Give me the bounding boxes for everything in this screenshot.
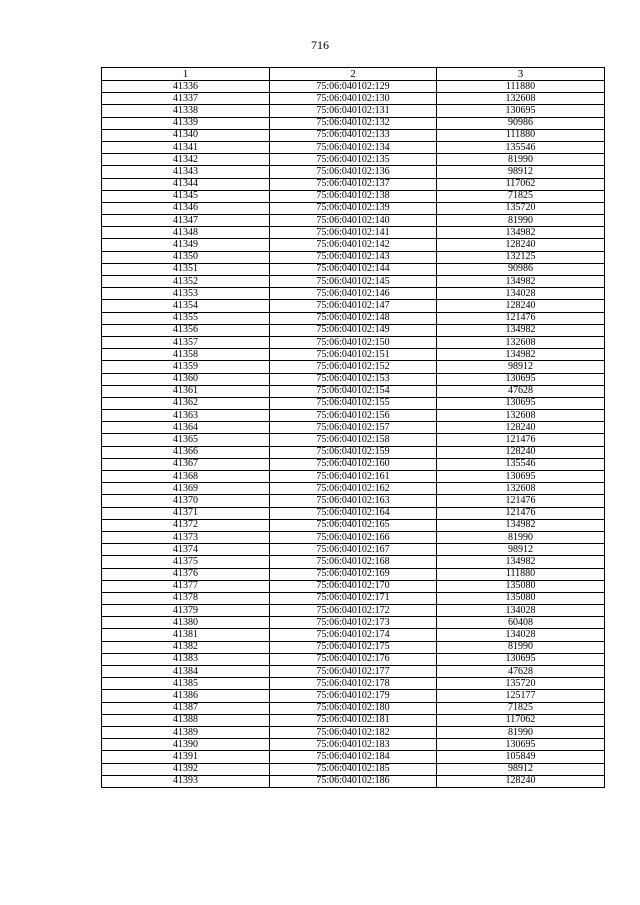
table-row <box>102 544 605 556</box>
table-row <box>102 592 605 604</box>
cadastral-number-cell: 75:06:040102:154 <box>270 385 437 397</box>
table-row <box>102 568 605 580</box>
table-row <box>102 105 605 117</box>
value-cell: 134982 <box>437 349 605 361</box>
row-number-cell: 41368 <box>102 471 270 483</box>
row-number-cell: 41338 <box>102 105 270 117</box>
row-number-cell: 41391 <box>102 751 270 763</box>
table-row <box>102 580 605 592</box>
value-cell: 132608 <box>437 93 605 105</box>
table-row <box>102 361 605 373</box>
value-cell: 98912 <box>437 166 605 178</box>
value-cell: 90986 <box>437 117 605 129</box>
row-number-cell: 41360 <box>102 373 270 385</box>
value-cell: 132608 <box>437 410 605 422</box>
table-row <box>102 166 605 178</box>
row-number-cell: 41392 <box>102 763 270 775</box>
table-row <box>102 531 605 543</box>
table-row <box>102 300 605 312</box>
cadastral-number-cell: 75:06:040102:153 <box>270 373 437 385</box>
row-number-cell: 41380 <box>102 617 270 629</box>
row-number-cell: 41369 <box>102 483 270 495</box>
row-number-cell: 41386 <box>102 690 270 702</box>
row-number-cell: 41387 <box>102 702 270 714</box>
value-cell: 135720 <box>437 678 605 690</box>
row-number-cell: 41375 <box>102 556 270 568</box>
cadastral-number-cell: 75:06:040102:169 <box>270 568 437 580</box>
value-cell: 81990 <box>437 641 605 653</box>
cadastral-number-cell: 75:06:040102:158 <box>270 434 437 446</box>
value-cell: 81990 <box>437 726 605 738</box>
value-cell: 105849 <box>437 751 605 763</box>
value-cell: 128240 <box>437 300 605 312</box>
row-number-cell: 41342 <box>102 154 270 166</box>
row-number-cell: 41385 <box>102 678 270 690</box>
table-row <box>102 178 605 190</box>
cadastral-number-cell: 75:06:040102:176 <box>270 653 437 665</box>
cadastral-number-cell: 75:06:040102:130 <box>270 93 437 105</box>
cadastral-number-cell: 75:06:040102:170 <box>270 580 437 592</box>
column-header-3: 3 <box>437 68 605 81</box>
cadastral-number-cell: 75:06:040102:164 <box>270 507 437 519</box>
table-row <box>102 471 605 483</box>
row-number-cell: 41362 <box>102 397 270 409</box>
value-cell: 90986 <box>437 263 605 275</box>
row-number-cell: 41346 <box>102 202 270 214</box>
value-cell: 134982 <box>437 276 605 288</box>
cadastral-number-cell: 75:06:040102:136 <box>270 166 437 178</box>
row-number-cell: 41367 <box>102 458 270 470</box>
row-number-cell: 41352 <box>102 276 270 288</box>
row-number-cell: 41339 <box>102 117 270 129</box>
cadastral-number-cell: 75:06:040102:155 <box>270 397 437 409</box>
table-row <box>102 641 605 653</box>
value-cell: 71825 <box>437 702 605 714</box>
table-body <box>102 81 605 788</box>
value-cell: 132125 <box>437 251 605 263</box>
table-row <box>102 215 605 227</box>
table-row <box>102 739 605 751</box>
cadastral-number-cell: 75:06:040102:160 <box>270 458 437 470</box>
cadastral-number-cell: 75:06:040102:135 <box>270 154 437 166</box>
row-number-cell: 41353 <box>102 288 270 300</box>
value-cell: 135546 <box>437 458 605 470</box>
value-cell: 121476 <box>437 312 605 324</box>
cadastral-number-cell: 75:06:040102:173 <box>270 617 437 629</box>
column-header-1: 1 <box>102 68 270 81</box>
row-number-cell: 41390 <box>102 739 270 751</box>
value-cell: 128240 <box>437 775 605 787</box>
value-cell: 134982 <box>437 227 605 239</box>
cadastral-number-cell: 75:06:040102:143 <box>270 251 437 263</box>
cadastral-number-cell: 75:06:040102:156 <box>270 410 437 422</box>
table-row <box>102 702 605 714</box>
value-cell: 98912 <box>437 763 605 775</box>
value-cell: 47628 <box>437 385 605 397</box>
value-cell: 121476 <box>437 507 605 519</box>
cadastral-number-cell: 75:06:040102:181 <box>270 714 437 726</box>
cadastral-number-cell: 75:06:040102:165 <box>270 519 437 531</box>
row-number-cell: 41336 <box>102 81 270 93</box>
row-number-cell: 41344 <box>102 178 270 190</box>
value-cell: 134028 <box>437 629 605 641</box>
row-number-cell: 41363 <box>102 410 270 422</box>
cadastral-number-cell: 75:06:040102:166 <box>270 531 437 543</box>
row-number-cell: 41347 <box>102 215 270 227</box>
table-row <box>102 373 605 385</box>
value-cell: 47628 <box>437 666 605 678</box>
value-cell: 134982 <box>437 556 605 568</box>
value-cell: 81990 <box>437 215 605 227</box>
cadastral-number-cell: 75:06:040102:142 <box>270 239 437 251</box>
table-row <box>102 288 605 300</box>
value-cell: 81990 <box>437 154 605 166</box>
row-number-cell: 41351 <box>102 263 270 275</box>
row-number-cell: 41365 <box>102 434 270 446</box>
cadastral-number-cell: 75:06:040102:137 <box>270 178 437 190</box>
table-row <box>102 666 605 678</box>
cadastral-number-cell: 75:06:040102:144 <box>270 263 437 275</box>
table-row <box>102 324 605 336</box>
table-row <box>102 190 605 202</box>
data-table <box>101 67 605 788</box>
cadastral-number-cell: 75:06:040102:167 <box>270 544 437 556</box>
table-row <box>102 519 605 531</box>
value-cell: 71825 <box>437 190 605 202</box>
table-row <box>102 312 605 324</box>
cadastral-number-cell: 75:06:040102:139 <box>270 202 437 214</box>
table-row <box>102 653 605 665</box>
cadastral-number-cell: 75:06:040102:161 <box>270 471 437 483</box>
cadastral-number-cell: 75:06:040102:140 <box>270 215 437 227</box>
cadastral-number-cell: 75:06:040102:141 <box>270 227 437 239</box>
row-number-cell: 41355 <box>102 312 270 324</box>
table-row <box>102 775 605 787</box>
table-row <box>102 422 605 434</box>
cadastral-number-cell: 75:06:040102:186 <box>270 775 437 787</box>
row-number-cell: 41373 <box>102 531 270 543</box>
row-number-cell: 41382 <box>102 641 270 653</box>
row-number-cell: 41350 <box>102 251 270 263</box>
table-row <box>102 385 605 397</box>
value-cell: 130695 <box>437 653 605 665</box>
value-cell: 117062 <box>437 178 605 190</box>
value-cell: 135720 <box>437 202 605 214</box>
table-row <box>102 141 605 153</box>
cadastral-number-cell: 75:06:040102:152 <box>270 361 437 373</box>
cadastral-number-cell: 75:06:040102:147 <box>270 300 437 312</box>
cadastral-number-cell: 75:06:040102:148 <box>270 312 437 324</box>
table-row <box>102 507 605 519</box>
row-number-cell: 41337 <box>102 93 270 105</box>
cadastral-number-cell: 75:06:040102:184 <box>270 751 437 763</box>
row-number-cell: 41388 <box>102 714 270 726</box>
value-cell: 98912 <box>437 361 605 373</box>
cadastral-number-cell: 75:06:040102:133 <box>270 129 437 141</box>
table-row <box>102 434 605 446</box>
table-row <box>102 93 605 105</box>
table-row <box>102 276 605 288</box>
table-row <box>102 129 605 141</box>
table-row <box>102 251 605 263</box>
row-number-cell: 41357 <box>102 336 270 348</box>
row-number-cell: 41341 <box>102 141 270 153</box>
row-number-cell: 41345 <box>102 190 270 202</box>
value-cell: 81990 <box>437 531 605 543</box>
row-number-cell: 41371 <box>102 507 270 519</box>
value-cell: 128240 <box>437 422 605 434</box>
row-number-cell: 41377 <box>102 580 270 592</box>
header-row <box>102 68 605 81</box>
cadastral-number-cell: 75:06:040102:132 <box>270 117 437 129</box>
row-number-cell: 41364 <box>102 422 270 434</box>
value-cell: 125177 <box>437 690 605 702</box>
table-header <box>102 68 605 81</box>
cadastral-number-cell: 75:06:040102:177 <box>270 666 437 678</box>
cadastral-number-cell: 75:06:040102:134 <box>270 141 437 153</box>
row-number-cell: 41389 <box>102 726 270 738</box>
value-cell: 132608 <box>437 336 605 348</box>
cadastral-number-cell: 75:06:040102:179 <box>270 690 437 702</box>
value-cell: 130695 <box>437 471 605 483</box>
value-cell: 128240 <box>437 446 605 458</box>
cadastral-number-cell: 75:06:040102:180 <box>270 702 437 714</box>
value-cell: 130695 <box>437 373 605 385</box>
row-number-cell: 41378 <box>102 592 270 604</box>
cadastral-number-cell: 75:06:040102:172 <box>270 605 437 617</box>
cadastral-number-cell: 75:06:040102:182 <box>270 726 437 738</box>
cadastral-number-cell: 75:06:040102:145 <box>270 276 437 288</box>
row-number-cell: 41366 <box>102 446 270 458</box>
row-number-cell: 41348 <box>102 227 270 239</box>
cadastral-number-cell: 75:06:040102:151 <box>270 349 437 361</box>
row-number-cell: 41376 <box>102 568 270 580</box>
page-number: 716 <box>311 38 329 52</box>
table-row <box>102 763 605 775</box>
cadastral-number-cell: 75:06:040102:138 <box>270 190 437 202</box>
cadastral-number-cell: 75:06:040102:162 <box>270 483 437 495</box>
row-number-cell: 41356 <box>102 324 270 336</box>
cadastral-number-cell: 75:06:040102:175 <box>270 641 437 653</box>
value-cell: 134982 <box>437 324 605 336</box>
table-row <box>102 751 605 763</box>
value-cell: 121476 <box>437 495 605 507</box>
table-row <box>102 458 605 470</box>
row-number-cell: 41393 <box>102 775 270 787</box>
cadastral-number-cell: 75:06:040102:168 <box>270 556 437 568</box>
row-number-cell: 41374 <box>102 544 270 556</box>
row-number-cell: 41372 <box>102 519 270 531</box>
table-row <box>102 263 605 275</box>
cadastral-number-cell: 75:06:040102:149 <box>270 324 437 336</box>
row-number-cell: 41361 <box>102 385 270 397</box>
cadastral-number-cell: 75:06:040102:146 <box>270 288 437 300</box>
value-cell: 130695 <box>437 105 605 117</box>
table-row <box>102 556 605 568</box>
cadastral-number-cell: 75:06:040102:157 <box>270 422 437 434</box>
cadastral-number-cell: 75:06:040102:129 <box>270 81 437 93</box>
table-row <box>102 336 605 348</box>
row-number-cell: 41354 <box>102 300 270 312</box>
value-cell: 134028 <box>437 605 605 617</box>
row-number-cell: 41370 <box>102 495 270 507</box>
table-row <box>102 629 605 641</box>
cadastral-number-cell: 75:06:040102:174 <box>270 629 437 641</box>
table-row <box>102 227 605 239</box>
table-row <box>102 483 605 495</box>
table-row <box>102 239 605 251</box>
cadastral-number-cell: 75:06:040102:131 <box>270 105 437 117</box>
cadastral-number-cell: 75:06:040102:163 <box>270 495 437 507</box>
row-number-cell: 41343 <box>102 166 270 178</box>
cadastral-number-cell: 75:06:040102:150 <box>270 336 437 348</box>
value-cell: 135080 <box>437 580 605 592</box>
table-row <box>102 81 605 93</box>
column-header-2: 2 <box>270 68 437 81</box>
row-number-cell: 41349 <box>102 239 270 251</box>
value-cell: 60408 <box>437 617 605 629</box>
value-cell: 130695 <box>437 739 605 751</box>
table-row <box>102 617 605 629</box>
table-row <box>102 605 605 617</box>
row-number-cell: 41384 <box>102 666 270 678</box>
row-number-cell: 41340 <box>102 129 270 141</box>
row-number-cell: 41359 <box>102 361 270 373</box>
cadastral-number-cell: 75:06:040102:171 <box>270 592 437 604</box>
value-cell: 134982 <box>437 519 605 531</box>
cadastral-number-cell: 75:06:040102:159 <box>270 446 437 458</box>
table-row <box>102 410 605 422</box>
table-row <box>102 690 605 702</box>
value-cell: 132608 <box>437 483 605 495</box>
value-cell: 135546 <box>437 141 605 153</box>
value-cell: 130695 <box>437 397 605 409</box>
table-row <box>102 202 605 214</box>
table-row <box>102 397 605 409</box>
table-row <box>102 349 605 361</box>
value-cell: 121476 <box>437 434 605 446</box>
table-row <box>102 714 605 726</box>
value-cell: 134028 <box>437 288 605 300</box>
row-number-cell: 41383 <box>102 653 270 665</box>
table-row <box>102 446 605 458</box>
table-row <box>102 154 605 166</box>
row-number-cell: 41358 <box>102 349 270 361</box>
value-cell: 111880 <box>437 129 605 141</box>
table-row <box>102 117 605 129</box>
row-number-cell: 41381 <box>102 629 270 641</box>
cadastral-number-cell: 75:06:040102:178 <box>270 678 437 690</box>
row-number-cell: 41379 <box>102 605 270 617</box>
table-row <box>102 495 605 507</box>
value-cell: 135080 <box>437 592 605 604</box>
table-row <box>102 678 605 690</box>
value-cell: 117062 <box>437 714 605 726</box>
value-cell: 128240 <box>437 239 605 251</box>
cadastral-number-cell: 75:06:040102:185 <box>270 763 437 775</box>
value-cell: 111880 <box>437 568 605 580</box>
value-cell: 111880 <box>437 81 605 93</box>
value-cell: 98912 <box>437 544 605 556</box>
cadastral-number-cell: 75:06:040102:183 <box>270 739 437 751</box>
table-row <box>102 726 605 738</box>
